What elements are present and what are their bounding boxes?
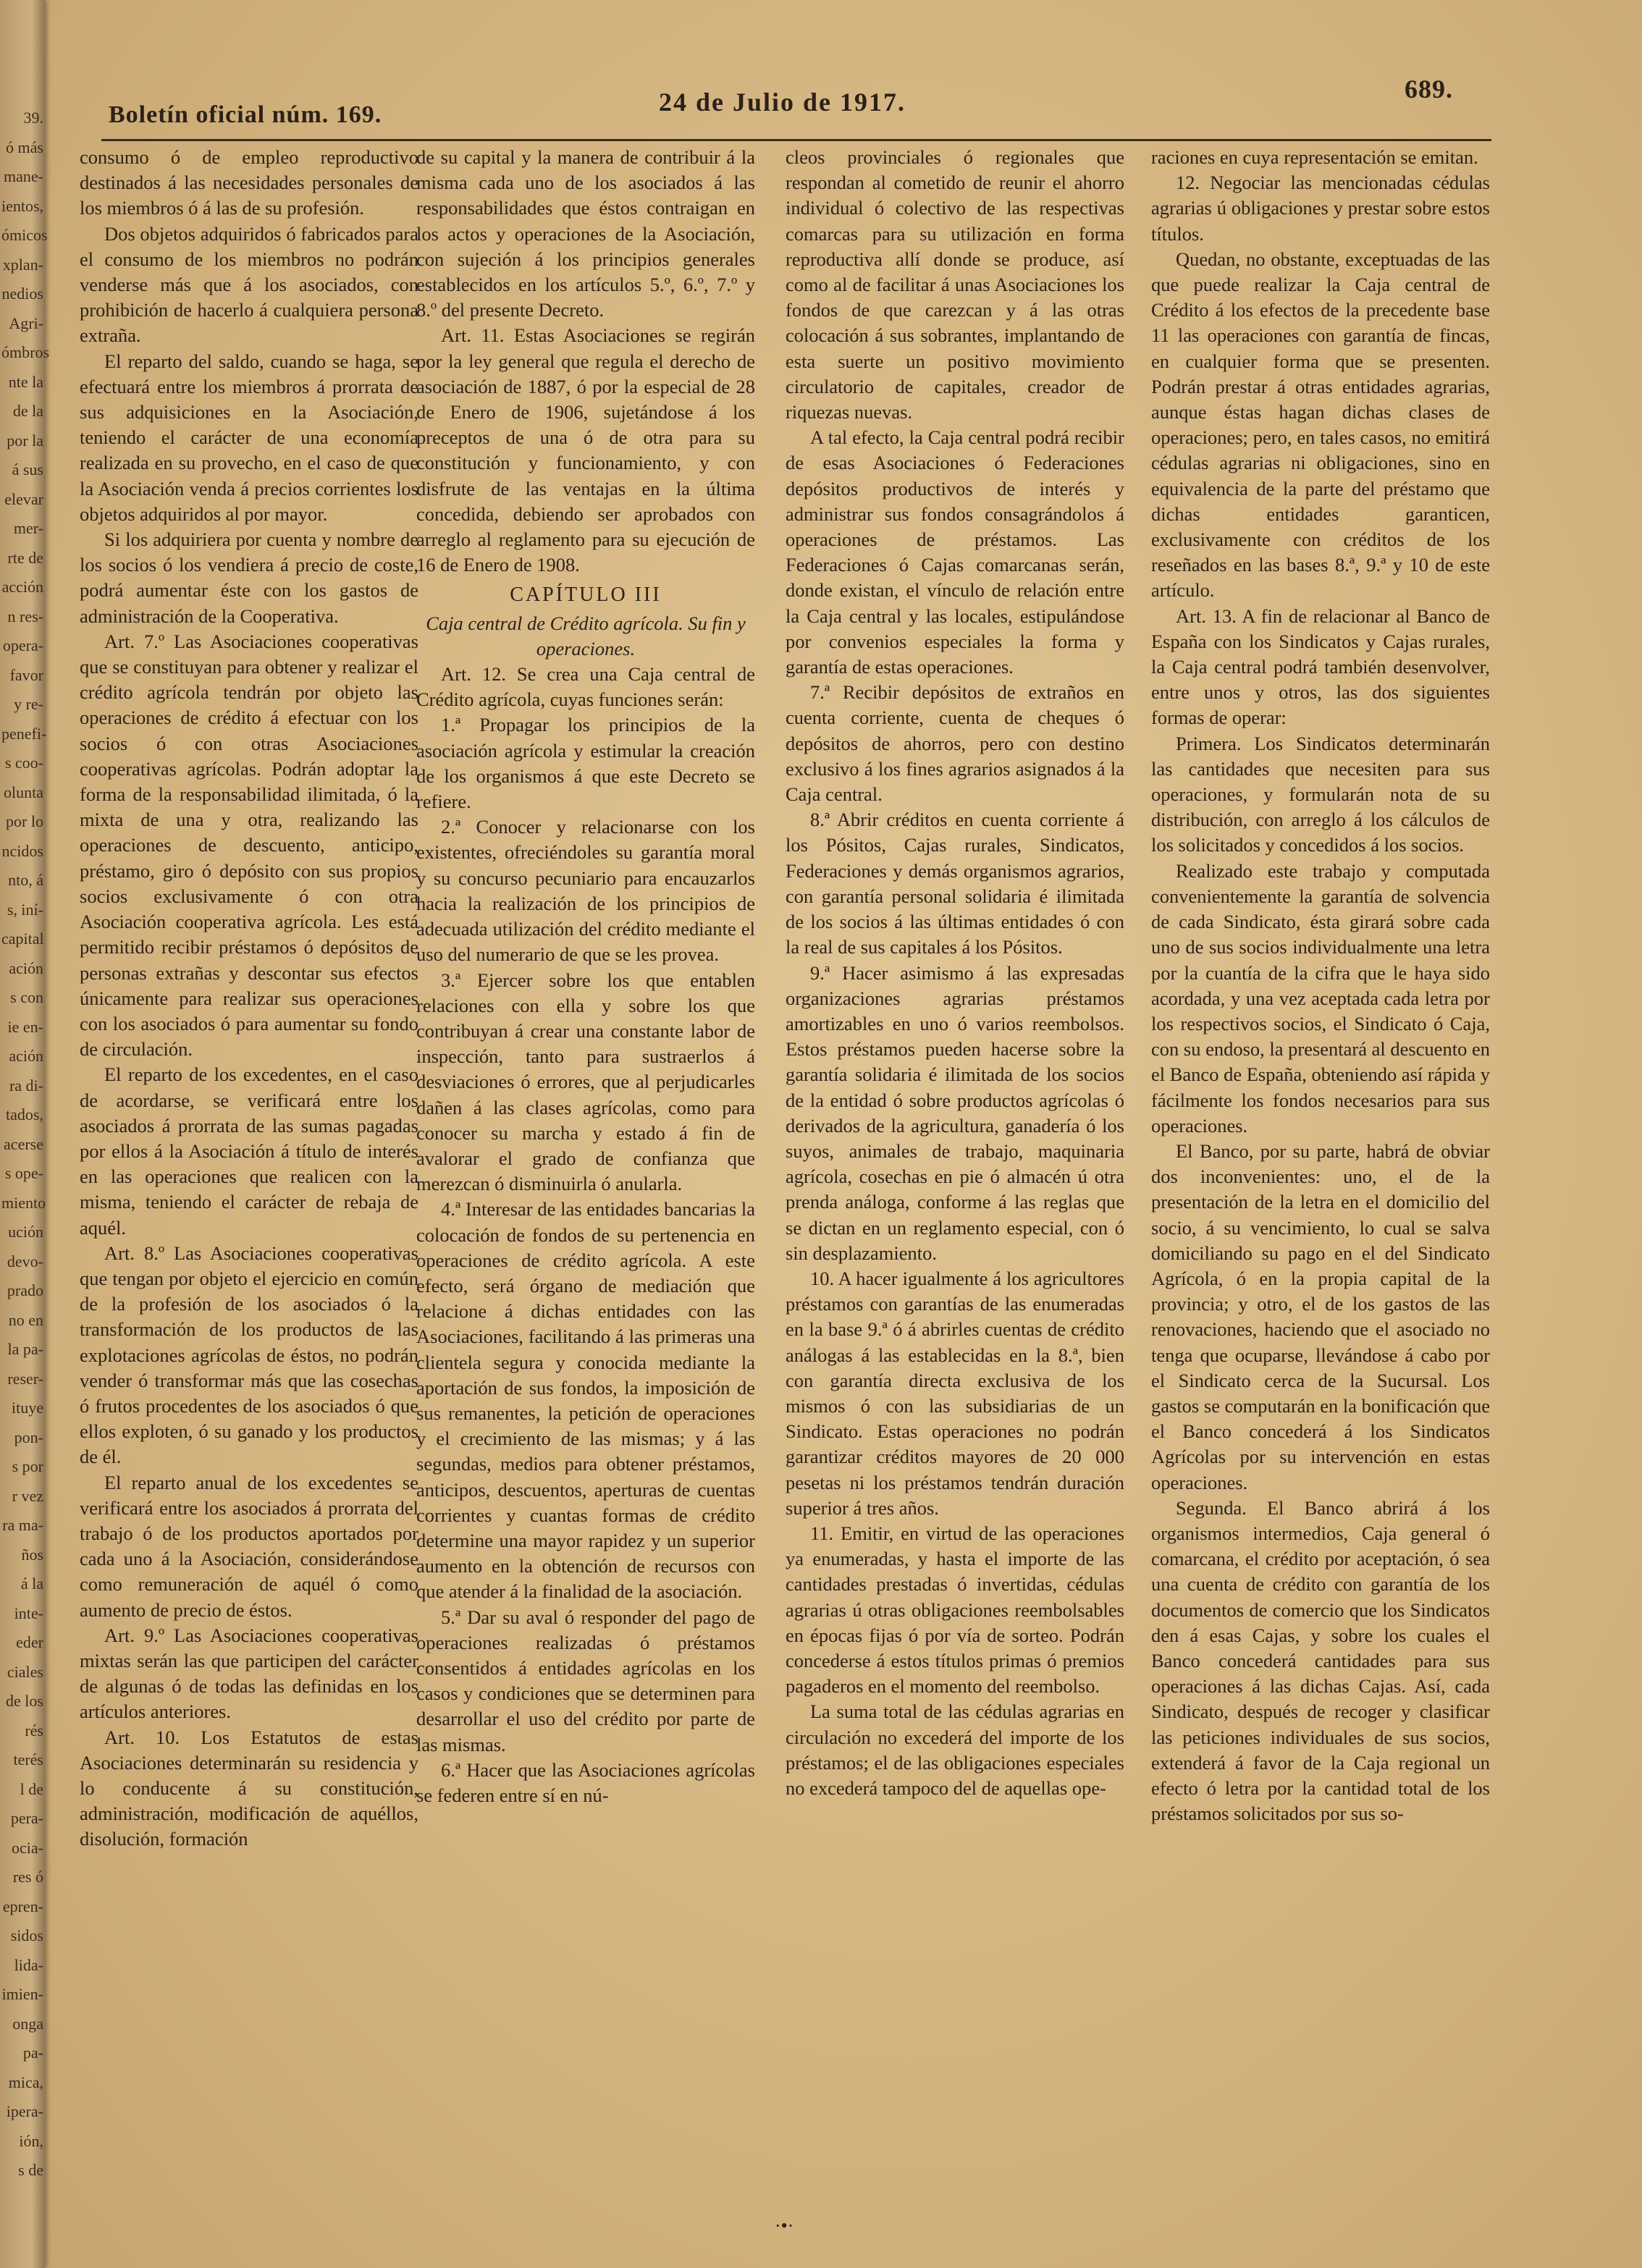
margin-fragment: s de: [18, 2161, 43, 2179]
margin-fragment: ión,: [19, 2131, 43, 2150]
margin-fragment: s ope-: [4, 1164, 43, 1182]
margin-fragment: por la: [7, 431, 43, 450]
margin-fragment: inte-: [14, 1603, 43, 1622]
paragraph: Art. 13. A fin de relacionar al Banco de España con los Sindicatos y Cajas rurales, la Caja central podrá también desenvolver, entre unos y otros, las dos siguientes formas de operar:: [1151, 604, 1490, 729]
margin-fragment: ie en-: [7, 1017, 43, 1036]
paragraph: Art. 8.º Las Asociaciones cooperativas que tengan por objeto el ejercicio en común de la profesión de los asociados ó la transformación de los productos de las explotaciones agrícolas de éstos, no podrán vender ó transformar más que las cosechas ó frutos procedentes de los asociados ó que ellos exploten, ó su ganado y los productos de él.: [80, 1242, 418, 1468]
margin-fragment: á sus: [12, 460, 43, 479]
margin-fragment: nto, á: [8, 871, 43, 889]
margin-fragment: ncidos: [1, 841, 43, 860]
margin-fragment: elevar: [4, 489, 43, 508]
paragraph: 5.ª Dar su aval ó responder del pago de operaciones realizadas ó préstamos consentidos á entidades agrícolas en los casos y condiciones que se determinen para desarrollar el uso del crédito por parte de las mismas.: [416, 1606, 755, 1755]
margin-fragment: eder: [16, 1633, 43, 1651]
paragraph: cleos provinciales ó regionales que respondan al cometido de reunir el ahorro individual ó colectivo de las respectivas comarcas para su utilización en forma reproductiva allí donde se produce, así como al de facilitar á unas Asociaciones los fondos de que carezcan y á las otras colocación á sus sobrantes, implantando de esta suerte un positivo movimiento circulatorio de capitales, creador de riquezas nuevas.: [786, 146, 1124, 423]
margin-fragment: pa-: [22, 2044, 43, 2062]
page-header: [87, 67, 1477, 132]
paragraph: 10. A hacer igualmente á los agricultores préstamos con garantías de las enumeradas en la base 9.ª ó á abrirles cuentas de crédito análogas á las establecidas en la 8.ª, bien con garantía directa exclusiva de los mismos ó con las subsidiarias de un Sindicato. Estas operaciones no podrán garantizar créditos mayores de 20 000 pesetas ni los préstamos tendrán duración superior á tres años.: [786, 1267, 1124, 1519]
margin-fragment: pon-: [14, 1428, 43, 1446]
margin-fragment: miento: [1, 1193, 46, 1212]
paragraph: El Banco, por su parte, habrá de obviar dos inconvenientes: uno, el de la presentación de la letra en el domicilio del socio, á su vencimiento, lo cual se salva domiciliando su pago en el del Sindicato Agrícola, ó en la propia capital de la provincia; y otro, el de los gastos de las renovaciones, haciendo que el asociado no tenga que ocuparse, llevándose á cabo por el Sindicato cerca de la Sucursal. Los gastos se computarán en la bonificación que el Banco concederá á los Sindicatos Agrícolas por su intervención en estas operaciones.: [1151, 1139, 1491, 1493]
margin-fragment: terés: [13, 1750, 43, 1769]
paragraph: Art. 7.º Las Asociaciones cooperativas que se constituyan para obtener y realizar el crédito agrícola tendrán por objeto las operaciones de crédito á efectuar con los socios ó con otras Asociaciones cooperativas agrícolas. Podrán adoptar la forma de la responsabilidad ilimitada, ó la mixta de una y otra, realizando las operaciones de descuento, anticipo, préstamo, giro ó depósito con sus propios socios exclusivamente ó con otra Asociación cooperativa agrícola. Les está permitido recibir préstamos ó depósitos de personas extrañas y descontar sus efectos únicamente para realizar sus operaciones con los asociados ó para aumentar su fondo de circulación.: [80, 630, 418, 1061]
footer-mark: ·•·: [775, 2215, 794, 2236]
paragraph: Art. 12. Se crea una Caja central de Crédito agrícola, cuyas funciones serán:: [416, 663, 755, 711]
margin-fragment: rte de: [7, 548, 43, 567]
page-number: 689.: [1405, 75, 1453, 104]
paragraph: 7.ª Recibir depósitos de extraños en cuenta corriente, cuenta de cheques ó depósitos de ahorros, pero con destino exclusivo á los fines agrarios asignados á la Caja central.: [786, 681, 1124, 806]
margin-fragment: s, iní-: [7, 900, 43, 919]
margin-fragment: s con: [10, 988, 43, 1006]
paragraph: Caja central de Crédito agrícola. Su fin y operaciones.: [426, 612, 746, 659]
margin-fragment: lida-: [14, 1955, 43, 1974]
margin-fragment: s coo-: [4, 754, 43, 772]
margin-fragment: capital: [1, 929, 44, 948]
column-2: [416, 145, 755, 2201]
margin-fragment: acción: [1, 578, 43, 596]
paragraph: de su capital y la manera de contribuir á la misma cada uno de los asociados á las responsabilidades que éstos contraigan en los actos y operaciones de la Asociación, con sujeción á los principios generales establecidos en los artículos 5.º, 6.º, 7.º y 8.º del presente Decreto.: [416, 146, 755, 321]
issue-date: 24 de Julio de 1917.: [659, 88, 906, 117]
margin-fragment: olunta: [4, 783, 43, 801]
margin-fragment: ituye: [12, 1399, 43, 1417]
margin-fragment: de los: [6, 1692, 43, 1710]
margin-fragment: prado: [7, 1281, 43, 1299]
paragraph: Primera. Los Sindicatos determinarán las cantidades que necesiten para sus operaciones, y formularán nota de su distribución, con arreglo á los cálculos de los solicitados y concedidos á los socios.: [1151, 732, 1490, 856]
paragraph: Art. 9.º Las Asociaciones cooperativas mixtas serán las que participen del carácter de algunas ó de todas las definidas en los artículos anteriores.: [80, 1624, 418, 1723]
margin-fragment: ipera-: [6, 2102, 43, 2120]
margin-fragment: la pa-: [7, 1340, 43, 1358]
paragraph: La suma total de las cédulas agrarias en circulación no excederá del importe de los préstamos; el de las obligaciones especiales no excederá tampoco del de aquellas ope-: [786, 1700, 1124, 1799]
margin-fragment: ación: [9, 1047, 43, 1065]
margin-fragment: á la: [20, 1574, 43, 1593]
column-1: [80, 145, 418, 2201]
paragraph: El reparto del saldo, cuando se haga, se efectuará entre los miembros á prorrata de sus adquisiciones en la Asociación, teniendo el carácter de una economía realizada en su provecho, en el caso de que la Asociación venda á precios corrientes los objetos adquiridos al por mayor.: [80, 350, 418, 525]
margin-fragment: ación: [9, 958, 43, 977]
paragraph: 3.ª Ejercer sobre los que entablen relaciones con ella y sobre los que contribuyan á crear una constante labor de inspección, tanto para sustraerlos á desviaciones ó errores, que al perjudicarles dañen á las clases agrícolas, como para conocer su marcha y estado á fin de avalorar el grado de confianza que merezcan ó disminuirla ó anularla.: [416, 969, 755, 1195]
margin-fragment: ución: [8, 1223, 43, 1241]
paragraph: raciones en cuya representación se emitan.: [1151, 146, 1478, 168]
paragraph: Art. 11. Estas Asociaciones se regirán por la ley general que regula el derecho de asociación de 1887, ó por la especial de 28 de Enero de 1906, sujetándose á los preceptos de una ó de otra para su constitución y funcionamiento, y con disfrute de las ventajas en la última concedida, debiendo ser aprobados con arreglo al reglamento para su ejecución de 16 de Enero de 1908.: [416, 324, 755, 576]
margin-fragment: epren-: [2, 1897, 43, 1915]
margin-fragment: res ó: [12, 1868, 43, 1886]
paragraph: 6.ª Hacer que las Asociaciones agrícolas se federen entre sí en nú-: [416, 1758, 755, 1806]
margin-fragment: Agri-: [9, 313, 43, 332]
paragraph: 2.ª Conocer y relacionarse con los existentes, ofreciéndoles su garantía moral y su concurso pecuniario para encauzarlos hacia la realización de los principios de adecuada utilización del crédito mediante el uso del numerario de que se les provea.: [416, 816, 755, 966]
margin-fragment: xplan-: [2, 255, 43, 274]
margin-fragment: l de: [20, 1779, 43, 1798]
margin-fragment: pera-: [10, 1809, 43, 1827]
paragraph: El reparto anual de los excedentes se verificará entre los asociados á prorrata del trabajo ó de los productos aportados por cada uno á la Asociación, considerándose como remuneración de aquél ó como aumento de precio de éstos.: [80, 1471, 418, 1621]
margin-fragment: mer-: [13, 519, 43, 537]
paragraph: Art. 10. Los Estatutos de estas Asociaciones determinarán su residencia y lo conducente á su constitución, administración, modificación de aquéllos, disolución, formación: [80, 1726, 418, 1850]
margin-fragment: 39.: [23, 109, 43, 127]
paragraph: Si los adquiriera por cuenta y nombre de los socios ó los vendiera á precio de coste, podrá aumentar éste con los gastos de administración de la Cooperativa.: [80, 528, 418, 627]
margin-fragment: mica,: [8, 2073, 43, 2091]
margin-fragment: opera-: [2, 636, 43, 654]
margin-fragment: ciales: [7, 1662, 43, 1681]
margin-fragment: imien-: [1, 1985, 43, 2003]
paragraph: 1.ª Propagar los principios de la asociación agrícola y estimular la creación de los organismos á que este Decreto se refiere.: [416, 714, 755, 813]
margin-fragment: nte la: [8, 372, 43, 391]
margin-fragment: mane-: [4, 167, 43, 185]
paragraph: 8.ª Abrir créditos en cuenta corriente á los Pósitos, Cajas rurales, Sindicatos, Federaciones y demás organismos agrarios, con garantía personal solidaria é ilimitada de los socios á las últimas entidades ó con la real de sus capitales á los Pósitos.: [786, 809, 1124, 958]
margin-fragment: n res-: [7, 607, 43, 625]
paragraph: Segunda. El Banco abrirá á los organismos intermedios, Caja general ó comarcana, el crédito por aceptación, ó sea una cuenta de crédito con garantía de los documentos de comercio que los Sindicatos den á esas Cajas, y sobre los cuales el Banco concederá cantidades para sus operaciones á las dichas Cajas. Así, cada Sindicato, después de recoger y clasificar las peticiones individuales de sus socios, extenderá á favor de la Caja regional un efecto ó letra por la cantidad total de los préstamos solicitados por sus so-: [1151, 1496, 1490, 1825]
margin-fragment: de la: [12, 402, 43, 420]
paragraph: Realizado este trabajo y computada convenientemente la garantía de solvencia de cada Sindicato, ésta girará sobre cada uno de sus socios individualmente una letra por la cuantía de la cifra que le haya sido acordada, y una vez aceptada cada letra por los respectivos socios, el Sindicato ó Caja, con su endoso, la presentará al descuento en el Banco de España, obteniendo así rápida y fácilmente los fondos necesarios para sus operaciones.: [1151, 859, 1491, 1137]
margin-fragment: no en: [8, 1310, 43, 1329]
paragraph: Quedan, no obstante, exceptuadas de las que puede realizar la Caja central de Crédito á los efectos de la precedente base 11 las operaciones con garantía de fincas, en cualquier forma que se presenten. Podrán prestar á otras entidades agrarias, aunque éstas hagan dichas clases de operaciones; pero, en tales casos, no emitirá cédulas agrarias ni obligaciones, sino en equivalencia de la parte del préstamo que dichas entidades garanticen, exclusivamente con créditos de los reseñados en las bases 8.ª, 9.ª y 10 de este artículo.: [1151, 248, 1490, 602]
margin-fragment: sidos: [10, 1926, 43, 1944]
margin-fragment: ómicos: [1, 226, 48, 244]
adjacent-page-edge: [0, 0, 49, 2268]
header-rule: [101, 139, 1491, 141]
text-columns: [80, 145, 1520, 2201]
margin-fragment: favor: [9, 665, 43, 684]
margin-fragment: ientos,: [1, 196, 44, 215]
paragraph: consumo ó de empleo reproductivo destinados á las necesidades personales de los miembros ó á las de su profesión.: [80, 146, 418, 219]
bulletin-number: Boletín oficial núm. 169.: [109, 101, 382, 128]
margin-fragment: ó más: [6, 138, 43, 156]
margin-fragment: por lo: [6, 812, 43, 830]
margin-fragment: ocia-: [12, 1838, 43, 1857]
paragraph: 12. Negociar las mencionadas cédulas agrarias ú obligaciones y prestar sobre estos títulos.: [1151, 172, 1490, 245]
paragraph: El reparto de los excedentes, en el caso de acordarse, se verificará entre los asociados á prorrata de las sumas pagadas por ellos á la Asociación á título de interés en las operaciones que realicen con la misma, teniendo el carácter de rebaja de aquél.: [80, 1063, 418, 1239]
margin-fragment: devo-: [7, 1252, 43, 1270]
margin-fragment: rés: [25, 1721, 43, 1740]
paragraph: 9.ª Hacer asimismo á las expresadas organizaciones agrarias préstamos amortizables en uno ó varios reembolsos. Estos préstamos pueden hacerse sobre la garantía solidaria é ilimitada de los socios de la entidad ó sobre productos agrícolas ó derivados de la agricultura, ganadería ó los suyos, animales de trabajo, maquinaria agrícola, cosechas en pie ó almacén ú otra prenda análoga, conforme á las reglas que se dictan en un reglamento especial, con ó sin desplazamiento.: [786, 961, 1124, 1264]
margin-fragment: reser-: [7, 1369, 43, 1388]
margin-fragment: y re-: [14, 695, 43, 713]
margin-fragment: tados,: [6, 1105, 43, 1124]
margin-fragment: nedios: [1, 284, 43, 303]
column-4: [1151, 145, 1490, 2201]
margin-fragment: r vez: [12, 1486, 43, 1505]
margin-fragment: ómbros: [1, 343, 49, 361]
margin-fragment: ra di-: [9, 1076, 43, 1095]
margin-fragment: acerse: [4, 1134, 43, 1153]
paragraph: CAPÍTULO III: [510, 583, 662, 607]
column-3: [786, 145, 1124, 2201]
margin-fragment: onga: [12, 2014, 43, 2033]
margin-fragment: ra ma-: [2, 1516, 43, 1534]
paragraph: A tal efecto, la Caja central podrá recibir de esas Asociaciones ó Federaciones depósitos productivos de interés y administrar sus fondos consagrándolos á operaciones de préstamos. Las Federaciones ó Cajas comarcanas serán, donde existan, el vínculo de relación entre la Caja central y las locales, estipulándose por convenios especiales la forma y garantía de estas operaciones.: [786, 426, 1124, 678]
paragraph: 11. Emitir, en virtud de las operaciones ya enumeradas, y hasta el importe de las cantidades prestadas ó invertidas, cédulas agrarias ú otras obligaciones reembolsables en épocas fijas ó por vía de sorteo. Podrán concederse á estos títulos primas ó premios pagaderos en el momento del reembolso.: [786, 1522, 1124, 1698]
paragraph: 4.ª Interesar de las entidades bancarias la colocación de fondos de su pertenencia en operaciones de crédito agrícola. A este efecto, será órgano de mediación que relacione á dichas entidades con las Asociaciones, facilitando á las primeras una clientela segura y conocida mediante la aportación de sus fondos, la imposición de sus remanentes, la petición de operaciones y el crecimiento de las mismas; y á las segundas, medios para obtener préstamos, anticipos, descuentos, aperturas de cuentas corrientes y cuantas formas de crédito determine una mayor rapidez y un superior aumento en la obtención de recursos con que atender á la finalidad de la asociación.: [416, 1198, 755, 1603]
paragraph: Dos objetos adquiridos ó fabricados para el consumo de los miembros no podrán venderse más que á los asociados, con prohibición de hacerlo á cualquiera persona extraña.: [80, 222, 418, 347]
margin-fragment: penefi-: [1, 724, 47, 743]
margin-fragment: s por: [12, 1457, 43, 1475]
margin-fragment: ños: [21, 1545, 43, 1564]
